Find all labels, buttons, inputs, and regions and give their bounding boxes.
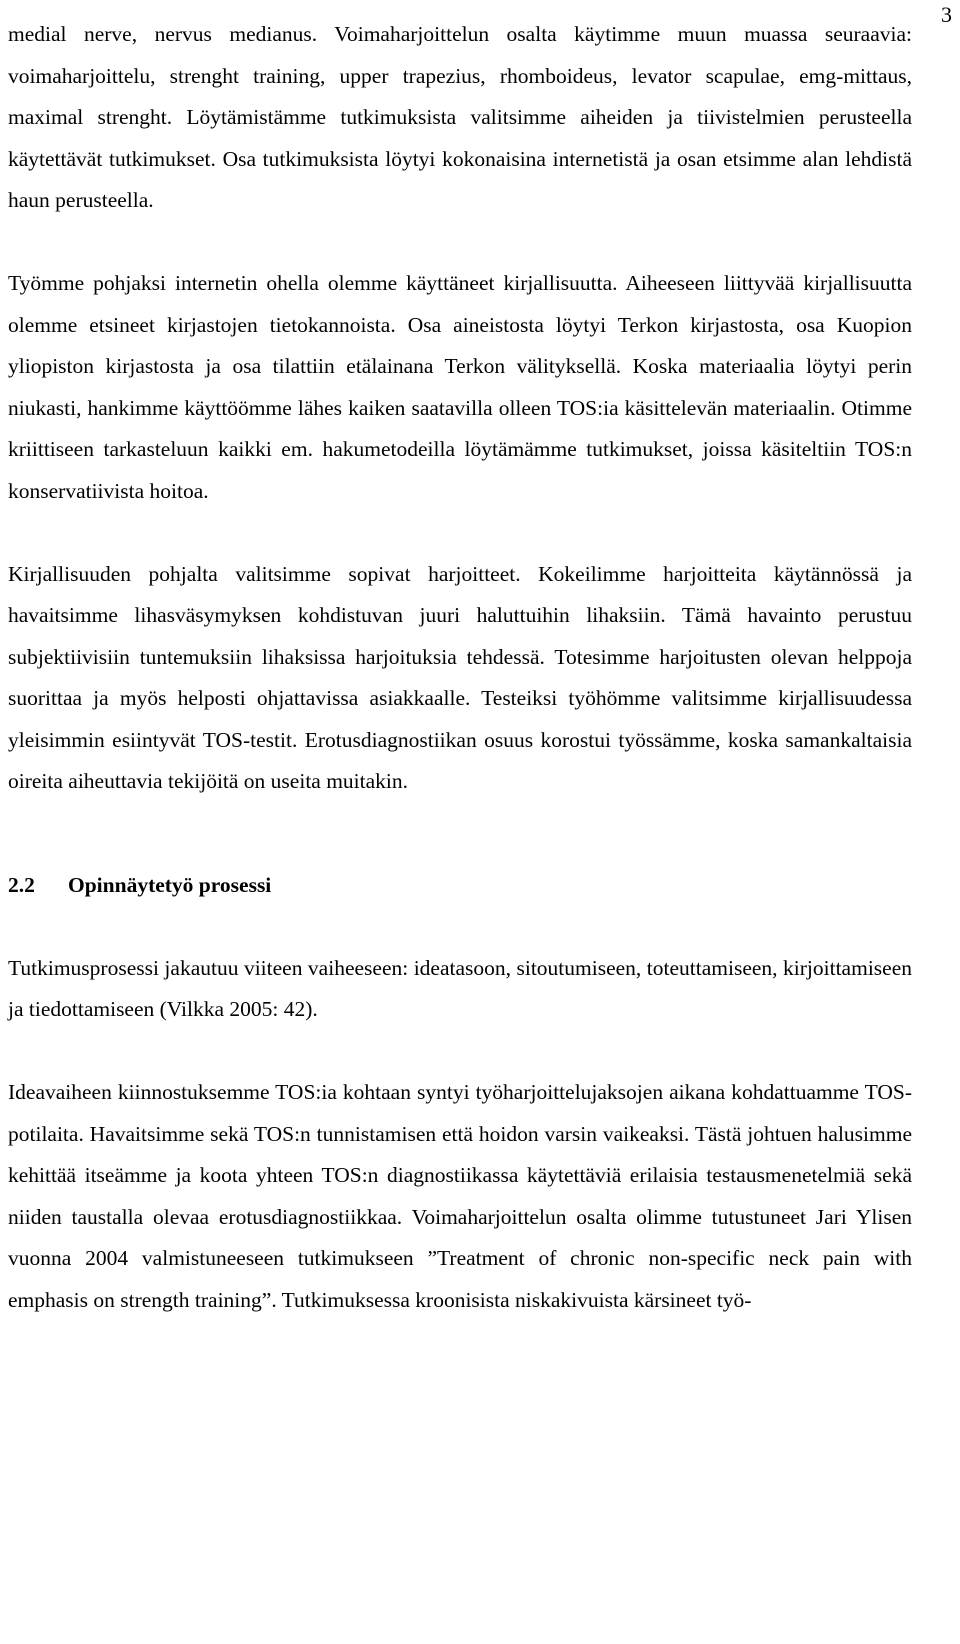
paragraph-research-process: Tutkimusprosessi jakautuu viiteen vaiheeseen: ideatasoon, sitoutumiseen, toteuttamiseen, kirjoittamiseen ja tiedottamiseen (Vilkka 2005: 42). bbox=[8, 955, 912, 1021]
paragraph-gap bbox=[8, 1031, 912, 1073]
paragraph-gap bbox=[8, 906, 912, 948]
page-number: 3 bbox=[941, 2, 952, 27]
paragraph-gap bbox=[8, 512, 912, 554]
section-gap bbox=[8, 803, 912, 865]
section-number: 2.2 bbox=[8, 872, 35, 897]
section-heading bbox=[8, 865, 912, 907]
paragraph-search-terms: medial nerve, nervus medianus. Voimaharjoittelun osalta käytimme muun muassa seuraavia: voimaharjoittelu, strenght training, upper trapezius, rhomboideus, levator scapulae, emg-mittaus, maximal strenght. Löytämistämme tutkimuksista valitsimme aiheiden ja tiivistelmien perusteella käytettävät tutkimukset. Osa tutkimuksista löytyi kokonaisina internetistä ja osan etsimme alan lehdistä haun perusteella. bbox=[8, 22, 912, 212]
paragraph-idea-phase: Ideavaiheen kiinnostuksemme TOS:ia kohtaan syntyi työharjoittelujaksojen aikana kohdattuamme TOS-potilaita. Havaitsimme sekä TOS:n tunnistamisen että hoidon varsin vaikeaksi. Tästä johtuen halusimme kehittää itseämme ja koota yhteen TOS:n diagnostiikassa käytettäviä erilaisia testausmenetelmiä sekä niiden taustalla olevaa erotusdiagnostiikkaa. Voimaharjoittelun osalta olimme tutustuneet Jari Ylisen vuonna 2004 valmistuneeseen tutkimukseen ”Treatment of chronic non-specific neck pain with emphasis on strength training”. Tutkimuksessa kroonisista niskakivuista kärsineet työ- bbox=[8, 1080, 912, 1312]
paragraph-gap bbox=[8, 222, 912, 264]
section-title: Opinnäytetyö prosessi bbox=[68, 872, 272, 897]
paragraph-literature: Työmme pohjaksi internetin ohella olemme käyttäneet kirjallisuutta. Aiheeseen liittyvää kirjallisuutta olemme etsineet kirjastojen tietokannoista. Osa aineistosta löytyi Terkon kirjastosta, osa Kuopion yliopiston kirjastosta ja osa tilattiin etälainana Terkon välityksellä. Koska materiaalia löytyi perin niukasti, hankimme käyttöömme lähes kaiken saatavilla olleen TOS:ia käsittelevän materiaalin. Otimme kriittiseen tarkasteluun kaikki em. hakumetodeilla löytämämme tutkimukset, joissa käsiteltiin TOS:n konservatiivista hoitoa. bbox=[8, 271, 912, 503]
document-body bbox=[8, 14, 912, 1321]
paragraph-exercises: Kirjallisuuden pohjalta valitsimme sopivat harjoitteet. Kokeilimme harjoitteita käytännössä ja havaitsimme lihasväsymyksen kohdistuvan juuri haluttuihin lihaksiin. Tämä havainto perustuu subjektiivisiin tuntemuksiin lihaksissa harjoituksia tehdessä. Totesimme harjoitusten olevan helppoja suorittaa ja myös helposti ohjattavissa asiakkaalle. Testeiksi työhömme valitsimme kirjallisuudessa yleisimmin esiintyvät TOS-testit. Erotusdiagnostiikan osuus korostui työssämme, koska samankaltaisia oireita aiheuttavia tekijöitä on useita muitakin. bbox=[8, 561, 912, 793]
